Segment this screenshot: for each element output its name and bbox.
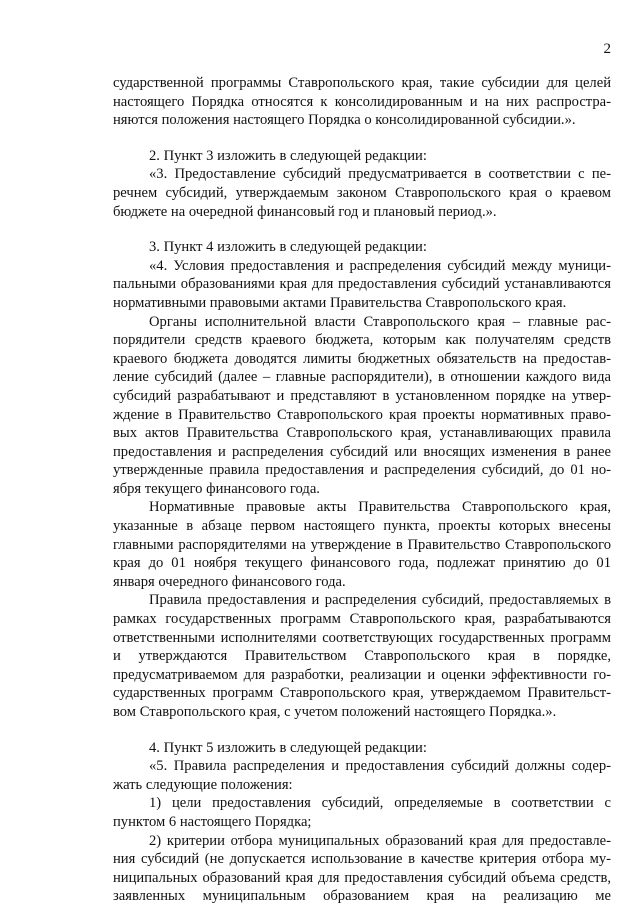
paragraph-item-3-heading: 3. Пункт 4 изложить в следующей редакции:: [149, 239, 427, 256]
paragraph-rules-programs: Правила предоставления и распределения субсидий, предоставляемых в рамках государственных программ Ставропольского края, разрабатываются ответственными исполнителями соответствующих государственных программ и утверждаются Правительством Ставропольского края в порядке, предусматриваемом для разработки, реализации и оценки эффективности государственных программ Ставропольского края, утверждаемом Правительством Ставропольского края, с учетом положений настоящего Порядка.».: [113, 592, 611, 720]
paragraph-point-3: «3. Предоставление субсидий предусматривается в соответствии с перечнем субсидий, утверждаемым законом Ставропольского края о краевом бюджете на очередной финансовый год и плановый период.».: [113, 166, 611, 220]
paragraph-subpoint-2: 2) критерии отбора муниципальных образований края для предоставления субсидий (не допускается использование в качестве критерия отбора муниципальных образований края для предоставления субсидий объема средств, заявленных муниципальным образованием края на реализацию ме: [113, 832, 611, 905]
paragraph-continuation: сударственной программы Ставропольского края, такие субсидии для целей настоящего Порядка относятся к консолидированным и на них распространяются положения настоящего Порядка о консолидированной субсидии.».: [113, 75, 611, 129]
paragraph-item-4-heading: 4. Пункт 5 изложить в следующей редакции:: [149, 739, 427, 756]
document-body: [113, 74, 611, 906]
paragraph-item-2-heading: 2. Пункт 3 изложить в следующей редакции:: [149, 147, 427, 164]
paragraph-point-4: «4. Условия предоставления и распределения субсидий между муниципальными образованиями края для предоставления субсидий устанавливаются нормативными правовыми актами Правительства Ставропольского края.: [113, 257, 611, 311]
paragraph-point-5: «5. Правила распределения и предоставления субсидий должны содержать следующие положения:: [113, 758, 611, 793]
page-number: 2: [603, 41, 611, 57]
paragraph-normative-acts: Нормативные правовые акты Правительства Ставропольского края, указанные в абзаце первом настоящего пункта, проекты которых внесены главными распорядителями на утверждение в Правительство Ставропольского края до 01 ноября текущего финансового года, подлежат принятию до 01 января очередного финансового года.: [113, 499, 611, 590]
paragraph-subpoint-1: 1) цели предоставления субсидий, определяемые в соответствии с пунктом 6 настоящего Порядка;: [113, 795, 611, 830]
paragraph-executive-bodies: Органы исполнительной власти Ставропольского края – главные распорядители средств краевого бюджета, которым как получателям средств краевого бюджета доводятся лимиты бюджетных обязательств на предоставление субсидий (далее – главные распорядители), в отношении каждого вида субсидий разрабатывают и представляют в установленном порядке на утверждение в Правительство Ставропольского края проекты нормативных правовых актов Правительства Ставропольского края, устанавливающих правила предоставления и распределения субсидий или вносящих изменения в ранее утвержденные правила предоставления и распределения субсидий, до 01 ноября текущего финансового года.: [113, 313, 611, 497]
